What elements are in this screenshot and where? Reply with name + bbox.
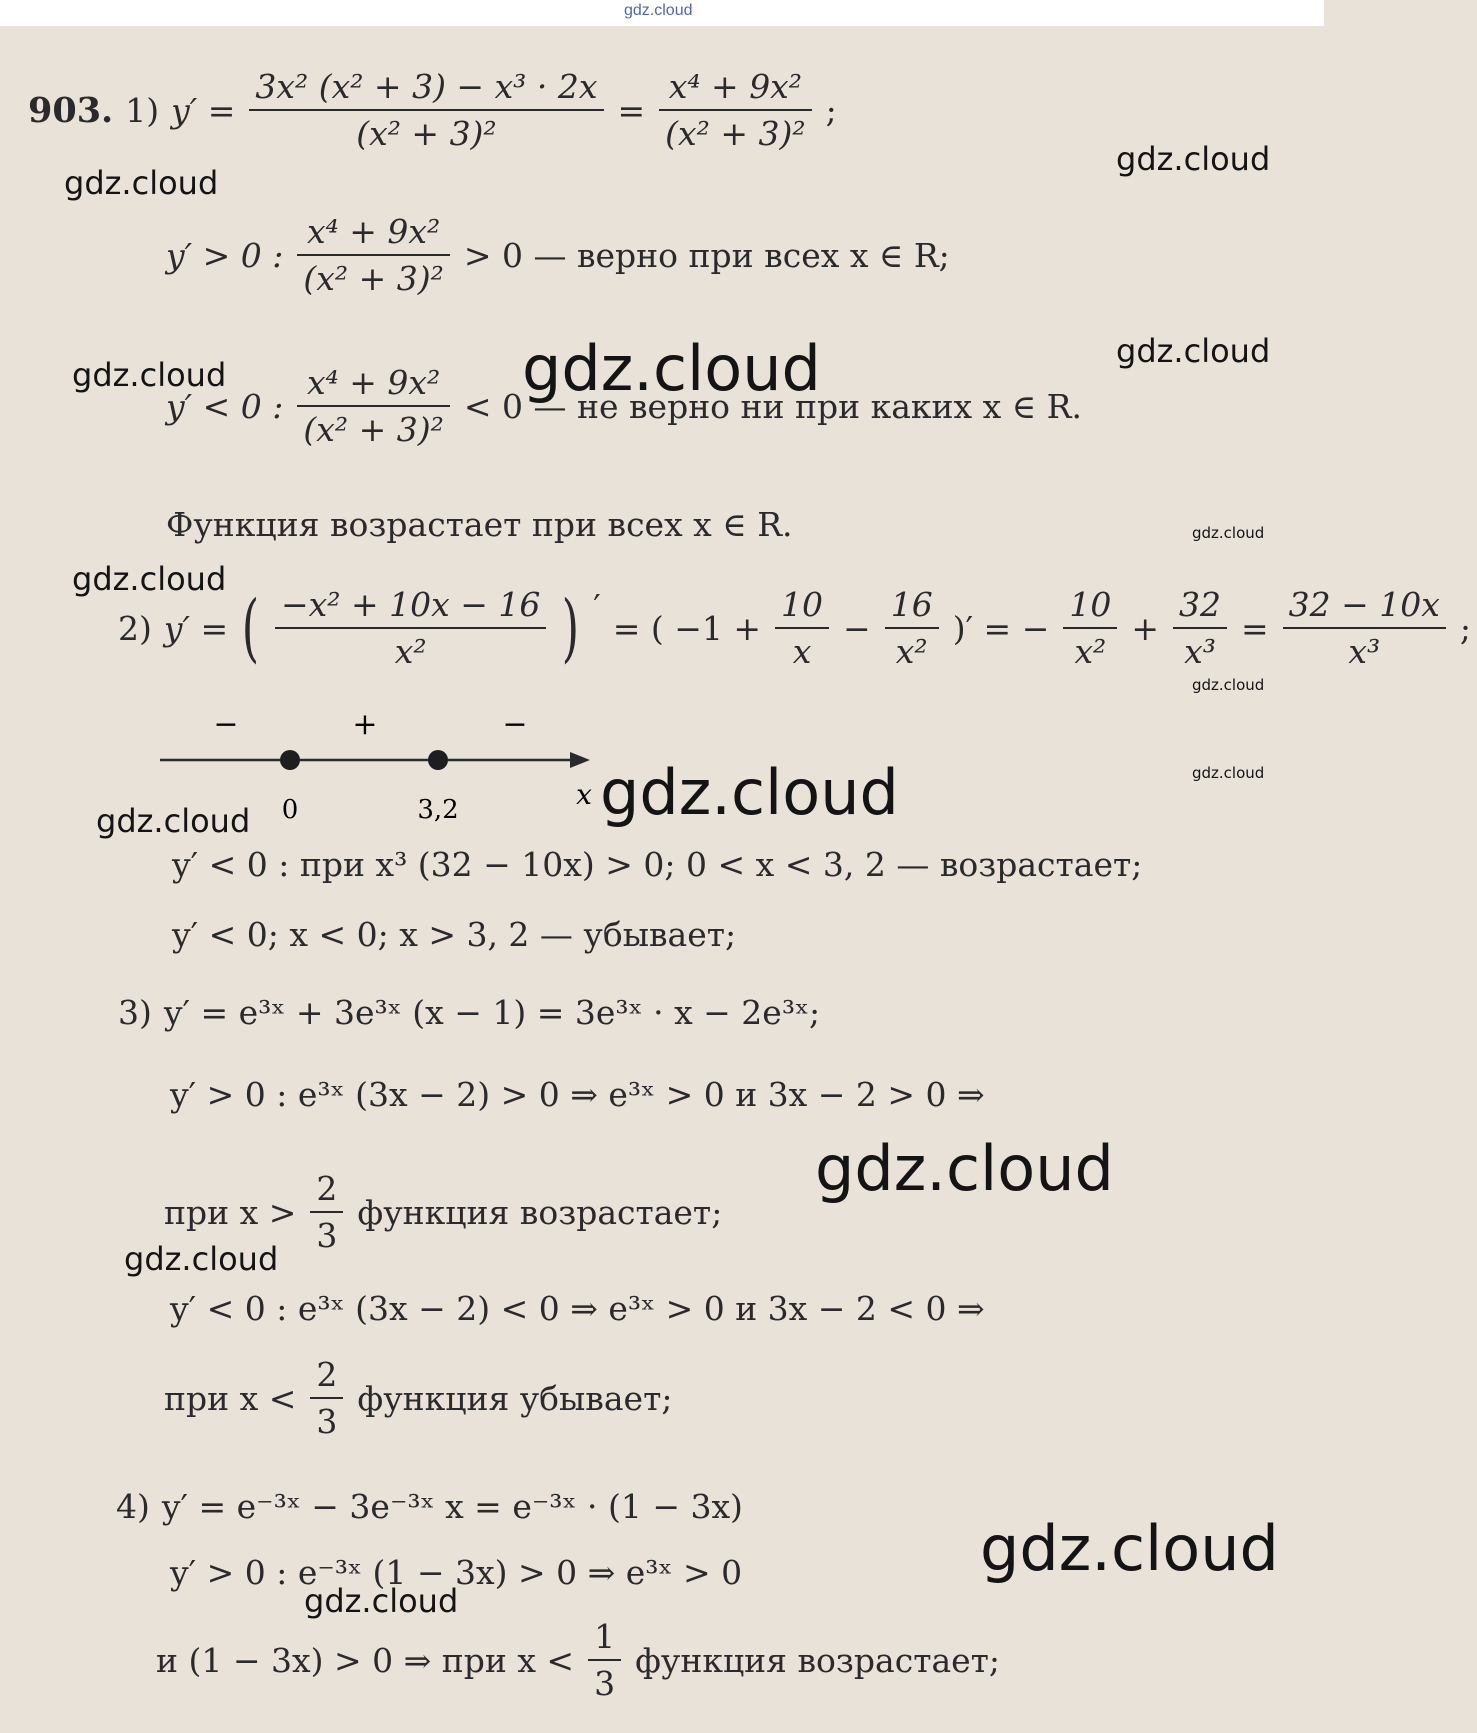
part1-pos-lhs: y′ > 0 :: [166, 235, 284, 275]
part3-line-5-b: функция убывает;: [357, 1378, 673, 1418]
part2-f1-denominator: x²: [394, 632, 427, 671]
part1-fraction-2: [659, 67, 811, 153]
watermark: gdz.cloud: [600, 756, 899, 829]
part3-line-4: [164, 1289, 991, 1328]
part1-neg-denominator: (x² + 3)²: [303, 410, 444, 449]
part2-mid-a: = ( −1 +: [612, 608, 762, 648]
part3-label: 3): [118, 993, 152, 1032]
part3-line-2-text: y′ > 0 : e³ˣ (3x − 2) > 0 ⇒ e³ˣ > 0 и 3x − 2 > 0 ⇒: [170, 1075, 985, 1114]
watermark: gdz.cloud: [64, 164, 219, 202]
site-link[interactable]: gdz.cloud: [624, 2, 693, 19]
watermark: gdz.cloud: [815, 1132, 1114, 1205]
part2-f2-denominator: x: [792, 632, 812, 671]
part1-frac1-numerator: 3x² (x² + 3) − x³ · 2x: [255, 67, 598, 106]
part1-pos-rhs: > 0 — верно при всех x ∈ R;: [463, 235, 950, 275]
part1-lhs: y′ =: [171, 90, 236, 130]
watermark: gdz.cloud: [1192, 524, 1265, 542]
part1-neg-numerator: x⁴ + 9x²: [306, 363, 441, 402]
problem-number: 903.: [28, 89, 114, 131]
watermark: gdz.cloud: [1192, 676, 1265, 694]
right-paren: ): [562, 585, 580, 671]
part4-label: 4): [116, 1487, 150, 1526]
part4-fraction: [588, 1617, 621, 1703]
part1-conclusion: [160, 505, 799, 544]
part2-f3-numerator: 16: [890, 585, 933, 624]
part2-f3-denominator: x²: [895, 632, 928, 671]
part4-frac-denominator: 3: [594, 1664, 616, 1703]
part1-pos-numerator: x⁴ + 9x²: [306, 212, 441, 251]
top-bar: [0, 0, 1324, 26]
watermark: gdz.cloud: [1116, 332, 1271, 370]
part1-neg-lhs: y′ < 0 :: [166, 386, 284, 426]
part3-frac1-numerator: 2: [316, 1169, 338, 1208]
sign-left: −: [213, 707, 239, 742]
part4-line-3-b: функция возрастает;: [635, 1640, 1001, 1680]
part3-line-5: [158, 1355, 678, 1441]
watermark: gdz.cloud: [72, 560, 227, 598]
part2-fraction-6: [1283, 585, 1446, 671]
part3-line-1-text: y′ = e³ˣ + 3e³ˣ (x − 1) = 3e³ˣ · x − 2e³ˣ;: [163, 993, 821, 1032]
part3-line-3-b: функция возрастает;: [357, 1192, 723, 1232]
part2-line-b: [166, 915, 742, 954]
part1-label: 1): [125, 90, 160, 130]
watermark: gdz.cloud: [124, 1240, 279, 1278]
part1-neg-fraction: [297, 363, 449, 449]
point-label-3-2: 3,2: [417, 795, 459, 825]
part2-plus: +: [1131, 608, 1160, 648]
part2-end: ;: [1459, 608, 1472, 648]
part4-line-1-text: y′ = e⁻³ˣ − 3e⁻³ˣ x = e⁻³ˣ · (1 − 3x): [161, 1487, 743, 1526]
part3-line-3-a: при x >: [164, 1192, 297, 1232]
part2-fraction-4: [1063, 585, 1117, 671]
axis-point-0: [280, 750, 300, 770]
watermark: gdz.cloud: [96, 802, 251, 840]
sign-middle: +: [352, 707, 378, 742]
part1-frac1-denominator: (x² + 3)²: [356, 114, 497, 153]
part2-prime: ′: [593, 586, 601, 626]
part1-derivative-line: [22, 67, 843, 153]
watermark: gdz.cloud: [1116, 140, 1271, 178]
watermark: gdz.cloud: [304, 1582, 459, 1620]
part2-line-a-text: y′ < 0 : при x³ (32 − 10x) > 0; 0 < x < 3, 2 — возрастает;: [172, 845, 1143, 884]
part3-frac2-numerator: 2: [316, 1355, 338, 1394]
part2-line-a: [166, 845, 1148, 884]
part2-fraction-2: [775, 585, 829, 671]
part3-frac2-denominator: 3: [316, 1402, 338, 1441]
part2-fraction-5: [1173, 585, 1227, 671]
part2-fraction-3: [885, 585, 939, 671]
part1-end: ;: [825, 90, 837, 130]
watermark: gdz.cloud: [1192, 764, 1265, 782]
part2-derivative-line: [112, 585, 1477, 671]
part2-line-b-text: y′ < 0; x < 0; x > 3, 2 — убывает;: [172, 915, 737, 954]
part4-line-3: [150, 1617, 1006, 1703]
axis-point-3-2: [428, 750, 448, 770]
part3-fraction-2: [310, 1355, 343, 1441]
watermark: gdz.cloud: [522, 332, 821, 405]
part2-fraction-1: [275, 585, 546, 671]
part1-fraction-1: [249, 67, 603, 153]
part4-line-3-a: и (1 − 3x) > 0 ⇒ при x <: [156, 1640, 575, 1680]
part4-frac-numerator: 1: [594, 1617, 616, 1656]
part2-f5-denominator: x³: [1184, 632, 1216, 671]
part2-mid-b: )′ = −: [952, 608, 1050, 648]
part2-f1-numerator: −x² + 10x − 16: [281, 585, 541, 624]
part3-fraction-1: [310, 1169, 343, 1255]
watermark: gdz.cloud: [980, 1512, 1279, 1585]
part1-positive-line: [160, 212, 956, 298]
part1-pos-denominator: (x² + 3)²: [303, 259, 444, 298]
part4-line-2-text: y′ > 0 : e⁻³ˣ (1 − 3x) > 0 ⇒ e³ˣ > 0: [170, 1553, 743, 1592]
part1-neg-rhs: < 0 — не верно ни при каких x ∈ R.: [463, 386, 1082, 426]
part3-line-5-a: при x <: [164, 1378, 297, 1418]
part2-minus: −: [843, 608, 871, 648]
part3-line-1: [112, 993, 826, 1032]
part4-line-1: [110, 1487, 749, 1526]
part2-f6-denominator: x³: [1348, 632, 1381, 671]
part3-line-2: [164, 1075, 991, 1114]
part2-f5-numerator: 32: [1179, 585, 1222, 624]
part3-frac1-denominator: 3: [316, 1216, 338, 1255]
part2-f4-denominator: x²: [1074, 632, 1107, 671]
part1-equals: =: [617, 90, 646, 130]
point-label-0: 0: [281, 795, 299, 825]
watermark: gdz.cloud: [72, 356, 227, 394]
left-paren: (: [241, 585, 260, 671]
part2-f6-numerator: 32 − 10x: [1288, 585, 1440, 624]
part2-f4-numerator: 10: [1069, 585, 1112, 624]
part1-pos-fraction: [297, 212, 449, 298]
part3-line-4-text: y′ < 0 : e³ˣ (3x − 2) < 0 ⇒ e³ˣ > 0 и 3x − 2 < 0 ⇒: [170, 1289, 985, 1328]
part2-label: 2): [118, 608, 152, 648]
part1-frac2-denominator: (x² + 3)²: [665, 114, 806, 153]
axis-label-x: x: [576, 778, 592, 811]
part2-equals: =: [1241, 608, 1269, 648]
part2-lhs: y′ =: [163, 608, 229, 648]
sign-right: −: [502, 707, 528, 742]
part1-frac2-numerator: x⁴ + 9x²: [668, 67, 803, 106]
part1-conclusion-text: Функция возрастает при всех x ∈ R.: [166, 505, 793, 544]
part2-f2-numerator: 10: [781, 585, 824, 624]
axis-arrow: [570, 752, 590, 768]
